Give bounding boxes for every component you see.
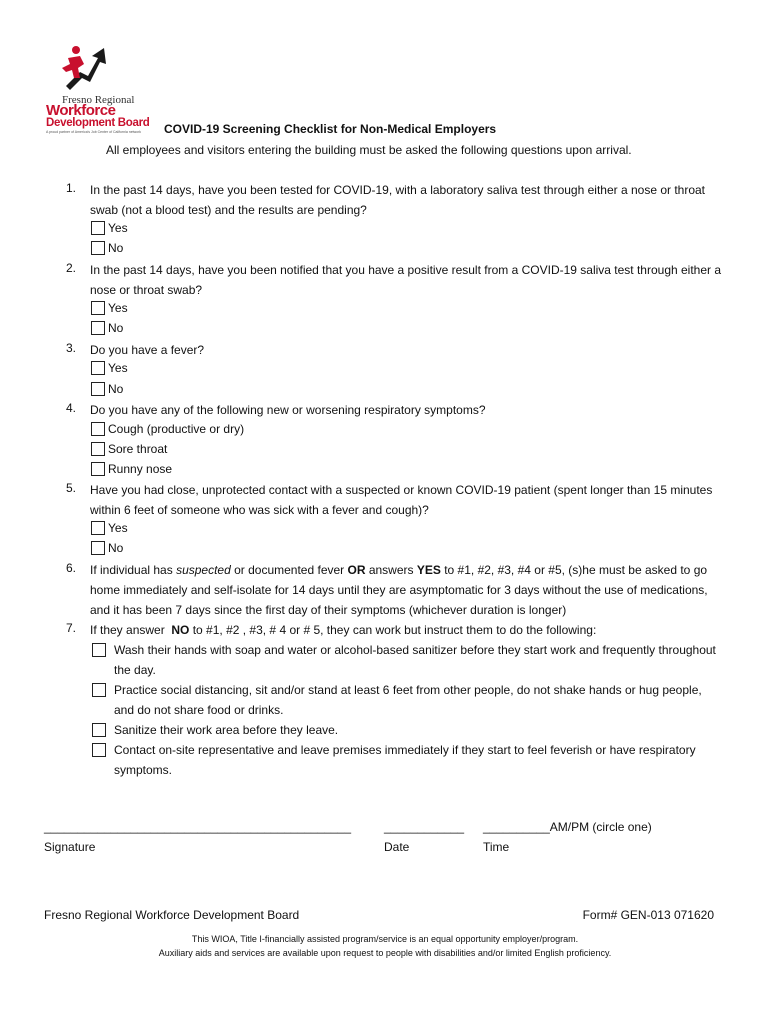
option-label: Cough (productive or dry): [108, 421, 245, 436]
question-number: 4.: [66, 401, 77, 415]
document-subtitle: All employees and visitors entering the building must be asked the following questions upon arrival.: [106, 143, 632, 157]
option-label: Yes: [108, 220, 128, 235]
instruction-text: Sanitize their work area before they leave.: [114, 723, 339, 737]
signature-label: Signature: [44, 840, 96, 854]
checkbox[interactable]: [91, 521, 105, 535]
checkbox-option[interactable]: [91, 220, 128, 236]
logo-line-3: Development Board: [46, 117, 150, 129]
checkbox[interactable]: [91, 301, 105, 315]
option-label: No: [108, 540, 124, 555]
checkbox-option[interactable]: [91, 381, 123, 397]
bold-text: NO: [171, 623, 190, 637]
checkbox-option[interactable]: [91, 240, 123, 256]
checkbox[interactable]: [91, 382, 105, 396]
instruction-item[interactable]: [92, 720, 722, 740]
checkbox-option[interactable]: [91, 540, 123, 556]
text-run: If individual has: [90, 563, 177, 577]
text-run: If they answer: [90, 623, 172, 637]
option-label: Sore throat: [108, 441, 168, 456]
climbing-figure-icon: [52, 42, 112, 94]
equal-opportunity-notice: This WIOA, Title I-financially assisted program/service is an equal opportunity employer/program.: [191, 934, 579, 944]
document-title: COVID-19 Screening Checklist for Non-Medical Employers: [164, 122, 497, 136]
option-label: Yes: [108, 520, 128, 535]
checkbox-option[interactable]: [91, 320, 123, 336]
checkbox[interactable]: [91, 321, 105, 335]
emphasis-text: suspected: [176, 563, 231, 577]
question-number: 5.: [66, 481, 77, 495]
instruction-text: Contact on-site representative and leave premises immediately if they start to feel feverish or have respiratory symptoms.: [114, 743, 696, 777]
checkbox-option[interactable]: [91, 360, 128, 376]
checkbox[interactable]: [91, 462, 105, 476]
checkbox[interactable]: [91, 241, 105, 255]
instruction-item[interactable]: [92, 740, 722, 780]
checkbox[interactable]: [91, 541, 105, 555]
checkbox[interactable]: [91, 221, 105, 235]
bold-text: YES: [416, 563, 441, 577]
instruction-text: Practice social distancing, sit and/or stand at least 6 feet from other people, do not shake hands or hug people, and do not share food or drinks.: [114, 683, 702, 717]
question-text: Do you have a fever?: [90, 343, 205, 357]
question-text: [90, 620, 730, 640]
question-number: 7.: [66, 621, 77, 635]
text-run: answers: [365, 563, 417, 577]
checkbox[interactable]: [92, 743, 106, 757]
instruction-item[interactable]: [92, 640, 722, 680]
question-text: [90, 560, 725, 620]
question-number: 2.: [66, 261, 77, 275]
text-run: or documented fever: [230, 563, 348, 577]
question-number: 3.: [66, 341, 77, 355]
question-text: In the past 14 days, have you been notified that you have a positive result from a COVID-19 saliva test through either a nose or throat swab?: [90, 263, 722, 297]
accessibility-notice: Auxiliary aids and services are available upon request to people with disabilities and/or limited English proficiency.: [158, 948, 612, 958]
checkbox[interactable]: [91, 361, 105, 375]
logo-tagline: A proud partner of America's Job Center of California network: [46, 130, 142, 134]
date-line[interactable]: ____________: [384, 820, 465, 834]
option-label: No: [108, 320, 124, 335]
question-text: Do you have any of the following new or worsening respiratory symptoms?: [90, 403, 486, 417]
checkbox-option[interactable]: [91, 441, 167, 457]
checkbox-option[interactable]: [91, 461, 172, 477]
option-label: Yes: [108, 360, 128, 375]
text-run: to #1, #2 , #3, # 4 or # 5, they can work but instruct them to do the following:: [189, 623, 597, 637]
time-line[interactable]: __________AM/PM (circle one): [483, 820, 652, 834]
option-label: Runny nose: [108, 461, 173, 476]
fresno-workforce-logo: [40, 42, 160, 134]
checkbox-option[interactable]: [91, 421, 244, 437]
option-label: No: [108, 381, 124, 396]
time-label: Time: [483, 840, 510, 854]
logo-line-1: Fresno Regional: [62, 94, 135, 106]
footer-organization: Fresno Regional Workforce Development Board: [44, 908, 300, 922]
text-run: to #1, #2, #3, #4 or #5, (s)he must be asked to go home immediately and self-isolate for 14 days until they are asymptomatic for 3 days without the use of medications, and it has been 7 days since the first day of their symptoms (whichever duration is longer): [90, 563, 708, 617]
signature-line[interactable]: ______________________________________________: [44, 820, 351, 834]
checkbox[interactable]: [92, 683, 106, 697]
checkbox-option[interactable]: [91, 300, 128, 316]
checkbox[interactable]: [91, 442, 105, 456]
question-text: Have you had close, unprotected contact with a suspected or known COVID-19 patient (spent longer than 15 minutes within 6 feet of someone who was sick with a fever and cough)?: [90, 483, 713, 517]
question-text: In the past 14 days, have you been tested for COVID-19, with a laboratory saliva test through either a nose or throat swab (not a blood test) and the results are pending?: [90, 183, 706, 217]
checkbox[interactable]: [91, 422, 105, 436]
question-number: 6.: [66, 561, 77, 575]
checkbox-option[interactable]: [91, 520, 128, 536]
instruction-item[interactable]: [92, 680, 722, 720]
instruction-text: Wash their hands with soap and water or alcohol-based sanitizer before they start work and frequently throughout the day.: [114, 643, 716, 677]
option-label: Yes: [108, 300, 128, 315]
checkbox[interactable]: [92, 723, 106, 737]
question-number: 1.: [66, 181, 77, 195]
bold-text: OR: [347, 563, 366, 577]
checkbox[interactable]: [92, 643, 106, 657]
option-label: No: [108, 240, 124, 255]
logo-line-2: Workforce: [46, 102, 116, 119]
footer-form-number: Form# GEN-013 071620: [582, 908, 714, 922]
date-label: Date: [384, 840, 410, 854]
